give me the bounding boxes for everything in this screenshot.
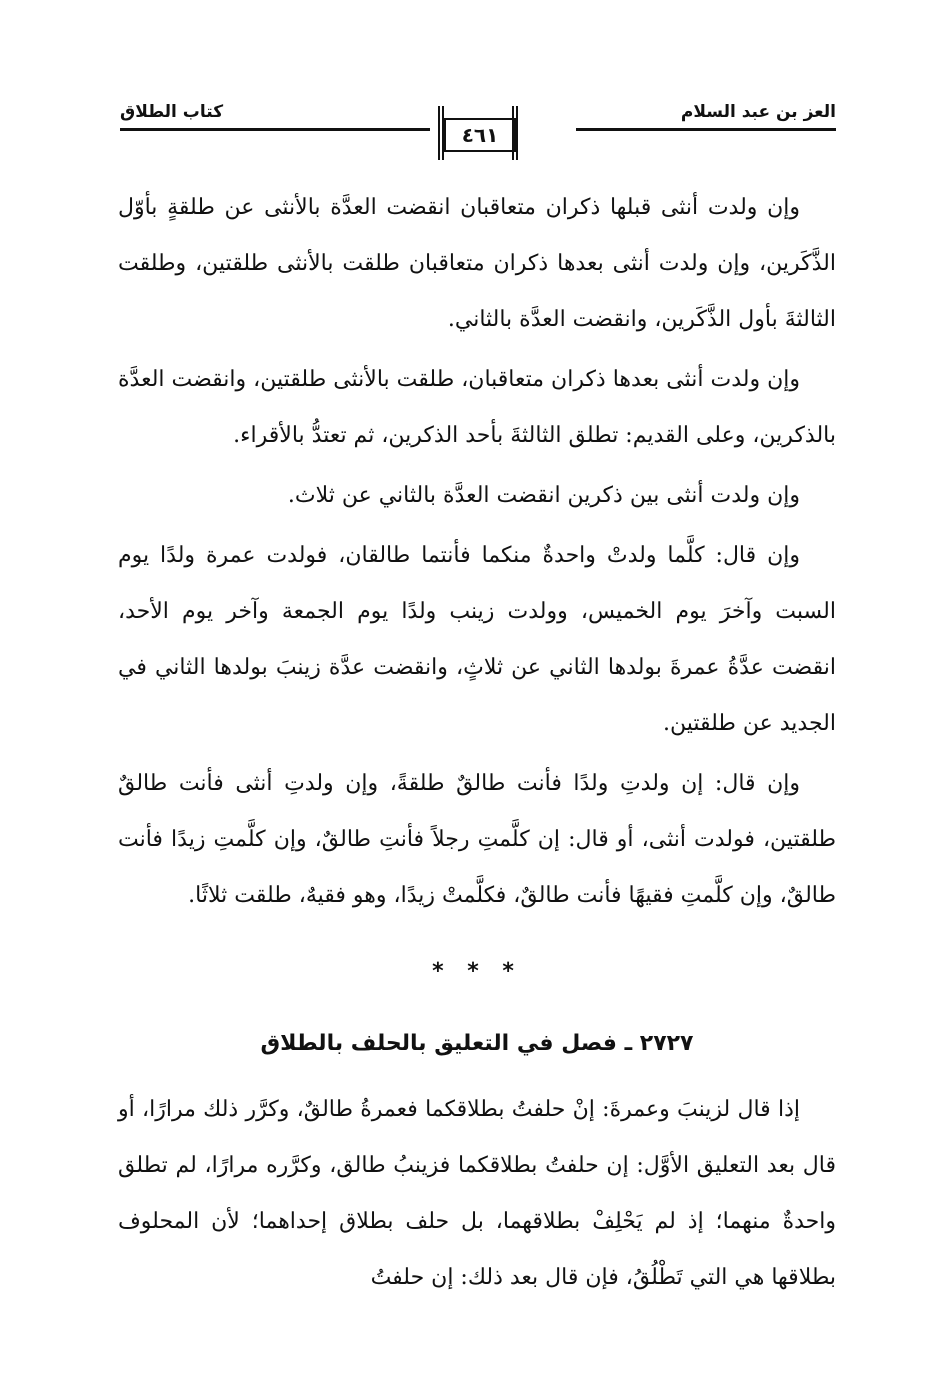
header-rule-left — [120, 128, 430, 131]
section-heading: ٢٧٢٧ ـ فصل في التعليق بالحلف بالطلاق — [260, 1031, 694, 1056]
header-rule-right — [576, 128, 836, 131]
paragraph: إذا قال لزينبَ وعمرةَ: إنْ حلفتُ بطلاقكما فعمرةُ طالقٌ، وكرَّر ذلك مرارًا، أو قال بعد التعليق الأوَّل: إن حلفتُ بطلاقكما فزينبُ طالق، وكرَّره مرارًا، لم تطلق واحدةٌ منهما؛ إذ لم يَحْلِفْ بطلاقهما، بل حلف بطلاق إحداهما؛ لأن المحلوف بطلاقها هي التي تَطْلُقُ، فإن قال بعد ذلك: إن حلفتُ — [118, 1097, 836, 1290]
paragraph: وإن قال: كلَّما ولدتْ واحدةٌ منكما فأنتما طالقان، فولدت عمرة ولدًا يوم السبت وآخرَ يوم الخميس، وولدت زينب ولدًا يوم الجمعة وآخر يوم الأحد، انقضت عدَّةُ عمرةَ بولدها الثاني عن ثلاثٍ، وانقضت عدَّة زينبَ بولدها الثاني في الجديد عن طلقتين. — [118, 543, 836, 736]
running-header — [120, 102, 836, 164]
section-separator: * * * — [432, 959, 522, 984]
page-number: ٤٦١ — [461, 123, 499, 147]
paragraph: وإن قال: إن ولدتِ ولدًا فأنت طالقٌ طلقةً، وإن ولدتِ أنثى فأنت طالقٌ طلقتين، فولدت أنثى، أو قال: إن كلَّمتِ رجلاً فأنتِ طالقٌ، وإن كلَّمتِ زيدًا فأنت طالقٌ، وإن كلَّمتِ فقيهًا فأنت طالقٌ، فكلَّمتْ زيدًا، وهو فقيهٌ، طلقت ثلاثًا. — [118, 771, 836, 908]
book-title: كتاب الطلاق — [120, 102, 224, 122]
main-text — [118, 180, 836, 1310]
author-name: العز بن عبد السلام — [680, 102, 836, 122]
page-number-frame — [438, 106, 518, 160]
paragraph: وإن ولدت أنثى بعدها ذكران متعاقبان، طلقت بالأنثى طلقتين، وانقضت العدَّة بالذكرين، وعلى القديم: تطلق الثالثةَ بأحد الذكرين، ثم تعتدُّ بالأقراء. — [118, 367, 836, 448]
paragraph: وإن ولدت أنثى بين ذكرين انقضت العدَّة بالثاني عن ثلاث. — [287, 483, 800, 508]
paragraph: وإن ولدت أنثى قبلها ذكران متعاقبان انقضت العدَّة بالأنثى عن طلقةٍ بأوّل الذَّكَرين، وإن ولدت أنثى بعدها ذكران متعاقبان طلقت بالأنثى طلقتين، وطلقت الثالثةَ بأول الذَّكَرين، وانقضت العدَّة بالثاني. — [118, 195, 836, 332]
